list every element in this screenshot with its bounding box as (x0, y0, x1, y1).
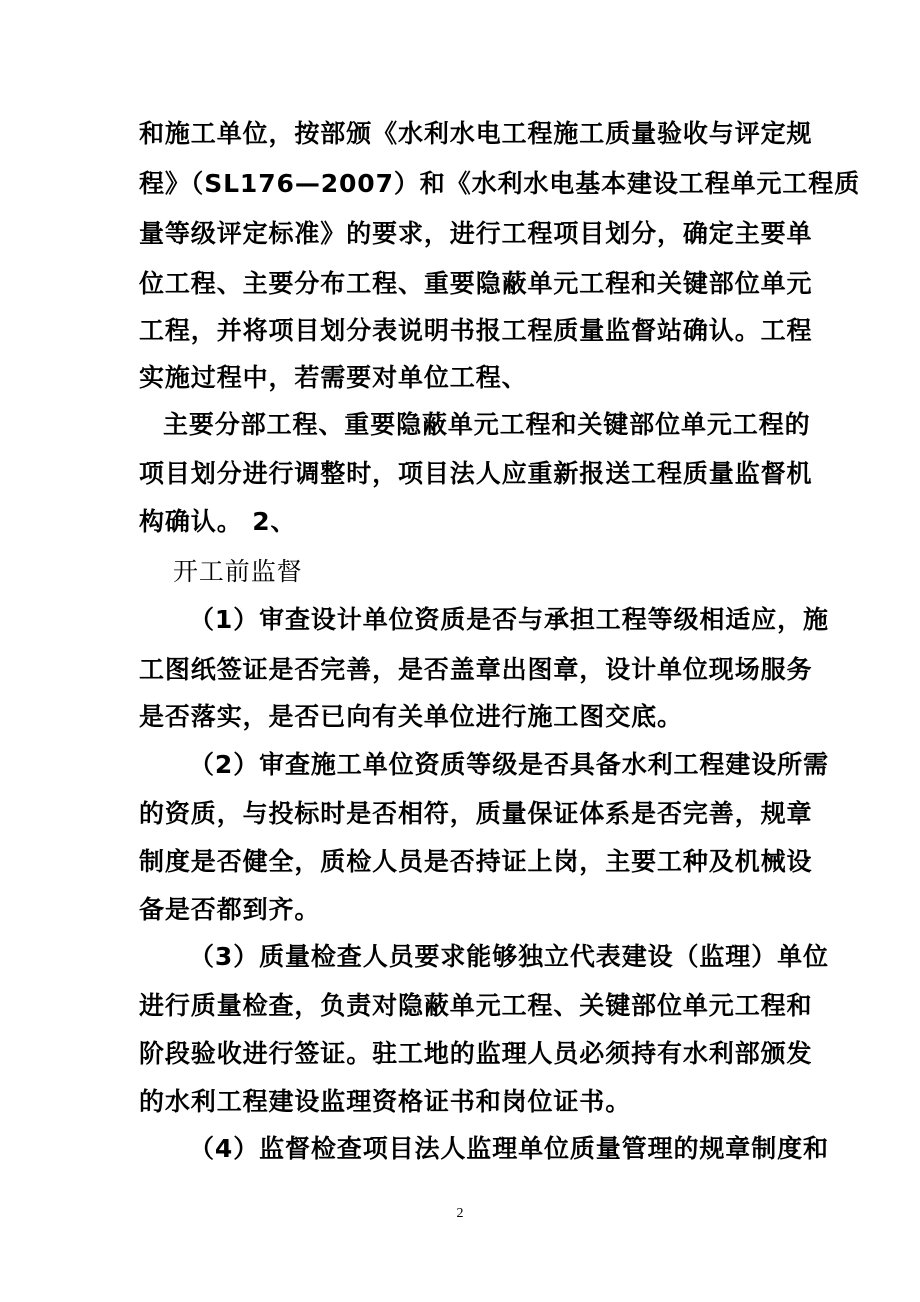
text-line: 是否落实，是否已向有关单位进行施工图交底。 (139, 702, 683, 731)
text-line: （4）监督检查项目法人监理单位质量管理的规章制度和 (189, 1134, 829, 1163)
text-line: 备是否都到齐。 (139, 895, 321, 924)
text-line: 工图纸签证是否完善，是否盖章出图章，设计单位现场服务 (139, 655, 813, 684)
text-line: 程》（SL176—2007）和《水利水电基本建设工程单元工程质 (139, 169, 861, 198)
text-line: 实施过程中，若需要对单位工程、 (139, 363, 528, 392)
text-line: 主要分部工程、重要隐蔽单元工程和关键部位单元工程的 (163, 410, 811, 439)
text-line: 阶段验收进行签证。驻工地的监理人员必须持有水利部颁发 (139, 1039, 813, 1068)
text-line: 构确认。 2、 (139, 507, 297, 536)
page-number: 2 (456, 1206, 464, 1221)
text-line: 进行质量检查，负责对隐蔽单元工程、关键部位单元工程和 (139, 991, 813, 1020)
text-line: 和施工单位，按部颁《水利水电工程施工质量验收与评定规 (139, 119, 813, 148)
text-line: 位工程、主要分布工程、重要隐蔽单元工程和关键部位单元 (139, 269, 813, 298)
text-line: （3）质量检查人员要求能够独立代表建设（监理）单位 (189, 942, 829, 971)
text-line: 的水利工程建设监理资格证书和岗位证书。 (139, 1087, 632, 1116)
text-line: 量等级评定标准》的要求，进行工程项目划分，确定主要单 (139, 219, 813, 248)
text-line: （2）审查施工单位资质等级是否具备水利工程建设所需 (189, 750, 829, 779)
text-line: 的资质，与投标时是否相符，质量保证体系是否完善，规章 (139, 799, 813, 828)
text-line: 制度是否健全，质检人员是否持证上岗，主要工种及机械设 (139, 847, 813, 876)
text-line: 项目划分进行调整时，项目法人应重新报送工程质量监督机 (139, 459, 813, 488)
text-line: 工程，并将项目划分表说明书报工程质量监督站确认。工程 (139, 316, 813, 345)
section-heading: 开工前监督 (173, 557, 303, 586)
text-line: （1）审查设计单位资质是否与承担工程等级相适应，施 (189, 605, 829, 634)
